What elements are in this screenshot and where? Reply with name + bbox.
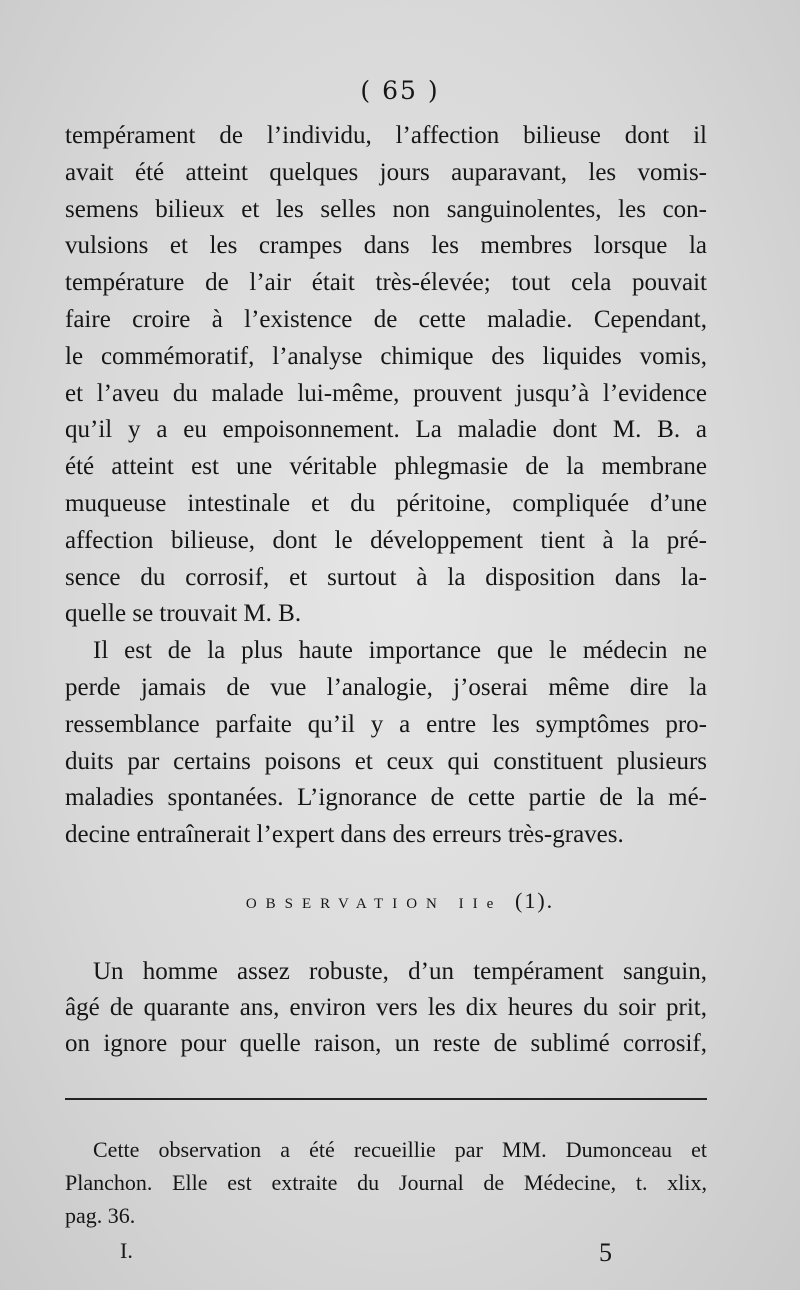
text-line: maladies spontanées. L’ignorance de cette partie de la mé- [65, 784, 707, 812]
text-line: été atteint est une véritable phlegmasie de la membrane [65, 453, 707, 481]
body-text [65, 118, 707, 854]
footnote [65, 1133, 707, 1232]
text-line: on ignore pour quelle raison, un reste de sublimé corrosif, [65, 1030, 707, 1057]
footnote-divider [65, 1098, 707, 1100]
observation-title: OBSERVATION IIe [245, 896, 503, 912]
text-line: perde jamais de vue l’analogie, j’oserai même dire la [65, 673, 707, 701]
text-line: température de l’air était très-élevée; tout cela pouvait [65, 269, 707, 297]
text-line: Un homme assez robuste, d’un tempérament sanguin, [93, 958, 707, 985]
text-line: duits par certains poisons et ceux qui constituent plusieurs [65, 747, 707, 775]
signature-mark: 5 [599, 1238, 612, 1267]
text-line: decine entraînerait l’expert dans des erreurs très-graves. [65, 821, 624, 849]
text-line: muqueuse intestinale et du péritoine, compliquée d’une [65, 489, 707, 517]
text-line: Il est de la plus haute importance que le médecin ne [93, 637, 707, 665]
text-line: tempérament de l’individu, l’affection bilieuse dont il [65, 122, 707, 149]
footnote-reference: (1). [515, 888, 555, 913]
footnote-line: pag. 36. [65, 1203, 136, 1228]
volume-mark: I. [120, 1238, 133, 1263]
text-line: affection bilieuse, dont le développement tient à la pré- [65, 526, 707, 554]
paragraph-2 [65, 633, 707, 854]
text-line: sence du corrosif, et surtout à la disposition dans la- [65, 563, 707, 591]
text-line: vulsions et les crampes dans les membres lorsque la [65, 232, 707, 260]
footnote-line: Cette observation a été recueillie par MM. Dumonceau et [93, 1137, 707, 1162]
text-line: avait été atteint quelques jours auparavant, les vomis- [65, 158, 707, 186]
paragraph-1 [65, 118, 707, 633]
page-number: ( 65 ) [360, 76, 440, 105]
footnote-line: Planchon. Elle est extraite du Journal de Médecine, t. xlix, [65, 1170, 707, 1195]
text-line: ressemblance parfaite qu’il y a entre les symptômes pro- [65, 710, 707, 738]
observation-heading [0, 888, 800, 914]
text-line: semens bilieux et les selles non sanguinolentes, les con- [65, 195, 707, 223]
text-line: âgé de quarante ans, environ vers les dix heures du soir prit, [65, 994, 707, 1021]
text-line: et l’aveu du malade lui-même, prouvent jusqu’à l’evidence [65, 379, 707, 407]
text-line: quelle se trouvait M. B. [65, 600, 302, 628]
text-line: qu’il y a eu empoisonnement. La maladie dont M. B. a [65, 416, 707, 444]
text-line: faire croire à l’existence de cette maladie. Cependant, [65, 305, 707, 333]
observation-text [65, 954, 707, 1062]
text-line: le commémoratif, l’analyse chimique des liquides vomis, [65, 342, 707, 370]
